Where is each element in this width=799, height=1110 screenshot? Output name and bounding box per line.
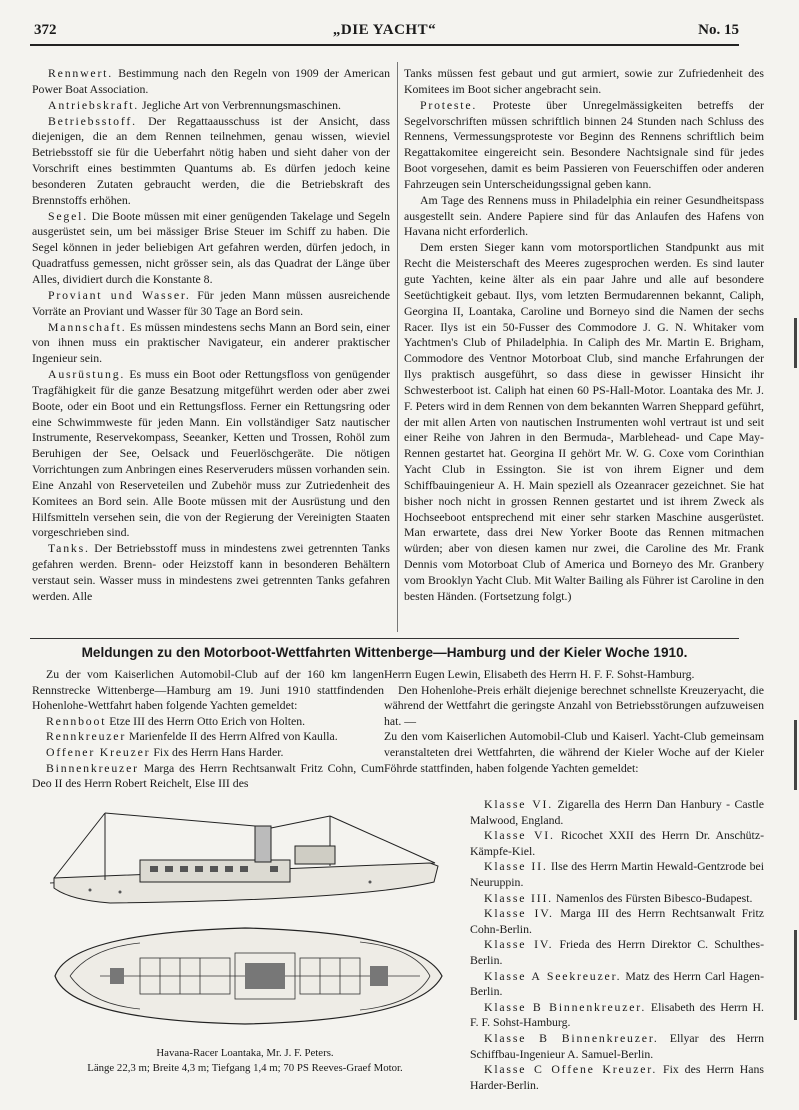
paragraph-text: Es muss ein Boot oder Rettungsfloss von genügender Tragfähigkeit für die ganze Besatzung mitgeführt werden oder aber zwei Boote, oder ein Boot und ein Rettungsfloss. Ferner ein Rettungsring oder eine Schwimmweste für jeden Mann. Ein vollständiger Satz nautischer Instrumente, Reservekompass, Seeanker, Ketten und Trossen, Rohöl zum Beruhigen der See, Oelsack und Feuerlöschgeräte. Die nötigen Vorrichtungen zum Anbringen eines Reserveruders müssen vorhanden sein. Eine Anzahl von Reserveteilen und Zubehör muss zur Zutriedenheit des Komitees an Bord sein. Alle Boote müssen mit der Ausrüstung und den Hilfsmitteln versehen sein, die von der Regierung der Vereinigten Staaten vorgeschrieben sind. xyxy=(32,367,390,540)
paragraph xyxy=(404,193,764,241)
paragraph xyxy=(32,541,390,604)
scan-edge-mark xyxy=(794,930,797,1020)
paragraph-text: Dem ersten Sieger kann vom motorsportlichen Standpunkt aus mit Recht die Meisterschaft des Meeres zugesprochen werden. Es sind lauter gute Yachten, keine älter als ein paar Jahre und alle auf besondere Seetüchtigkeit gebaut. Ilys, vom letzten Bermudarennen bekannt, Caliph, Georgina II, Loantaka, Caroline und Borneyo sind die Namen der sechs Racer. Ilys ist ein 50-Fusser des Commodore J. G. N. Whitaker vom Yachtmen's Club of Philadelphia. In Caliph des Mr. Martin E. Brigham, Commodore des Ventnor Motorboat Club, sind manche Erfahrungen der Ilys praktisch ausgeführt, so dass diese in gewisser Hinsicht ihr Schwesterboot ist. Caliph hat einen 60 PS-Hall-Motor. Loantaka des Mr. J. F. Peters wird in dem Rennen von dem bekannten Warren Sheppard geführt, der mit allen Arten von nautischen Instrumenten wohl vertraut ist und seit einer Reihe von Jahren in den Bermuda-, Marblehead- und Cape May-Rennen gestartet hat. Georgina II gehört Mr. W. G. Coxe vom Corinthian Yacht Club in Essington. Sie ist von ihrem Eigner und dem Schiffbauingenieur A. H. Main speziell als Ozeanracer gezeichnet. Sie hat bisher noch nicht in grossen Rennen gestartet und ist ihrem Zweck als Hochseeboot entsprechend mit einer sehr starken Maschine ausgerüstet. Man erwartete, dass drei New Yorker Boote das Rennen mitmachen würden; aber von diesen kamen nur zwei, die Caroline des Mr. Frank Dennis vom Motorboat Club of America und Borneyo des Mr. Granbery vom Brooklyn Yacht Club. Mit Walter Bailing als Führer ist Caroline in den besten Händen. (Fortsetzung folgt.) xyxy=(404,240,764,603)
paragraph xyxy=(32,114,390,209)
figure-caption xyxy=(30,1046,460,1076)
paragraph-text: Zigarella des Herrn Dan Hanbury - Castle Malwood, England. xyxy=(470,797,764,827)
paragraph-text: Es müssen mindestens sechs Mann an Bord sein, einer von ihnen muss ein praktischer Navigateur, ein anderer praktischer Ingenieur sein. xyxy=(32,319,390,366)
journal-title: „DIE YACHT“ xyxy=(332,22,437,38)
paragraph-label: Klasse IV. xyxy=(484,906,554,921)
paragraph xyxy=(470,859,764,890)
paragraph xyxy=(32,761,384,792)
paragraph-text: Der Regattaausschuss ist der Ansicht, dass diejenigen, die an dem Rennen teilnehmen, genau wissen, wieviel Betriebsstoff sie für die Ueberfahrt nötig haben und sieht daher von der Vorschrift eines bestimmten Quantums ab. Es dürfen jedoch keine besonderen Zutaten gebraucht werden, die die Betriebskraft des Brennstoffs erhöhen. xyxy=(32,113,390,207)
paragraph-label: Klasse VI. xyxy=(484,797,554,811)
paragraph-text: Der Betriebsstoff muss in mindestens zwei getrennten Tanks gefahren werden. Brenn- oder Heizstoff kann in besonderen Behältern verstaut sein. Wasser muss in mindestens zwei getrennten Tanks gefahren werden. Alle xyxy=(32,541,390,603)
paragraph xyxy=(32,98,390,114)
paragraph xyxy=(32,320,390,368)
paragraph xyxy=(384,729,764,776)
paragraph xyxy=(404,240,764,604)
paragraph xyxy=(32,729,384,745)
paragraph-text: Tanks müssen fest gebaut und gut armiert, sowie zur Zufriedenheit des Komitees im Boot sicher angebracht sein. xyxy=(404,66,764,96)
paragraph xyxy=(32,367,390,541)
column-divider xyxy=(397,62,398,632)
paragraph-text: Zu den vom Kaiserlichen Automobil-Club und Kaiserl. Yacht-Club gemeinsam veranstalteten drei Wettfahrten, die während der Kieler Woche auf der Kieler Föhrde stattfinden, haben folgende Yachten gemeldet: xyxy=(384,729,764,775)
paragraph-label: Proviant und Wasser. xyxy=(48,287,191,302)
paragraph-label: Rennkreuzer xyxy=(46,729,127,744)
paragraph-text: Marienfelde II des Herrn Alfred von Kaulla. xyxy=(126,729,338,744)
paragraph xyxy=(470,828,764,859)
paragraph-text: Marga III des Herrn Rechtsanwalt Fritz Cohn-Berlin. xyxy=(470,906,765,936)
paragraph-text: Ellyar des Herrn Schiffbau-Ingenieur A. Samuel-Berlin. xyxy=(470,1030,764,1061)
paragraph xyxy=(470,937,764,968)
paragraph-label: Klasse B Binnenkreuzer. xyxy=(484,999,647,1014)
paragraph-text: Jegliche Art von Verbrennungsmaschinen. xyxy=(139,97,341,112)
paragraph-text: Den Hohenlohe-Preis erhält diejenige berechnet schnellste Kreuzeryacht, die während der Wettfahrt die geringste Anzahl von Betriebsstörungen aufzuweisen hat. — xyxy=(384,682,764,728)
paragraph xyxy=(470,1000,764,1031)
paragraph xyxy=(470,1031,764,1062)
paragraph-label: Offener Kreuzer xyxy=(46,744,151,759)
paragraph-label: Ausrüstung. xyxy=(48,367,126,382)
paragraph xyxy=(470,1062,764,1093)
paragraph-label: Antriebskraft. xyxy=(48,97,140,112)
paragraph-text: Marga des Herrn Rechtsanwalt Fritz Cohn, Cum Deo II des Herrn Robert Reichelt, Else III des xyxy=(32,760,384,791)
paragraph-text: Bestimmung nach den Regeln von 1909 der American Power Boat Association. xyxy=(32,66,390,96)
paragraph-text: Am Tage des Rennens muss in Philadelphia ein reiner Gesundheitspass ausgestellt sein. Andere Papiere sind für das Anlaufen des Hafens von Havana nicht erforderlich. xyxy=(404,192,764,239)
paragraph-label: Klasse III. xyxy=(484,890,553,905)
paragraph-text: Matz des Herrn Carl Hagen-Berlin. xyxy=(470,968,765,999)
paragraph-text: Ilse des Herrn Martin Hewald-Gentzrode bei Neuruppin. xyxy=(470,859,764,889)
caption-line-1: Havana-Racer Loantaka, Mr. J. F. Peters. xyxy=(156,1047,334,1059)
paragraph-text: Herrn Eugen Lewin, Elisabeth des Herrn H. F. F. Sohst-Hamburg. xyxy=(384,667,695,681)
page-number: 372 xyxy=(34,22,57,38)
paragraph-label: Binnenkreuzer xyxy=(46,760,139,775)
yacht-plan-figure xyxy=(30,808,460,1048)
paragraph-text: Zu der vom Kaiserlichen Automobil-Club auf der 160 km langen Rennstrecke Wittenberge—Hamburg am 19. Juni 1910 stattfindenden Hohenlohe-Wettfahrt haben folgende Yachten gemeldet: xyxy=(32,667,384,713)
paragraph-label: Rennwert. xyxy=(48,66,114,80)
paragraph-label: Klasse II. xyxy=(484,859,548,874)
scan-edge-mark xyxy=(794,318,797,368)
paragraph xyxy=(384,683,764,730)
paragraph-text: Fix des Herrn Hans Harder. xyxy=(150,744,284,759)
paragraph-label: Rennboot xyxy=(46,713,107,728)
paragraph-text: Namenlos des Fürsten Bibesco-Budapest. xyxy=(552,890,753,905)
paragraph-label: Klasse C Offene Kreuzer. xyxy=(484,1062,658,1077)
paragraph-text: Frieda des Herrn Direktor C. Schulthes-Berlin. xyxy=(470,937,765,967)
paragraph-label: Klasse B Binnenkreuzer. xyxy=(484,1030,659,1045)
section-title: Meldungen zu den Motorboot-Wettfahrten Wittenberge—Hamburg und der Kieler Woche 1910. xyxy=(81,645,688,660)
paragraph-text: Für jeden Mann müssen ausreichende Vorräte an Proviant und Wasser für 30 Tage an Bord sein. xyxy=(32,287,390,318)
paragraph xyxy=(32,745,384,761)
paragraph-text: Die Boote müssen mit einer genügenden Takelage und Segeln ausgerüstet sein, um bei mässiger Brise Steuer im Schiff zu haben. Die Segel können in jeder beliebigen Art gefahren werden, dürfen jedoch, in Quadratfuss gemessen, nicht grösser sein, als das Quadrat der Länge über Alles, dividiert durch die Konstante 8. xyxy=(32,208,390,286)
lower-right-entries xyxy=(470,797,764,1093)
paragraph xyxy=(32,667,384,714)
paragraph-label: Mannschaft. xyxy=(48,319,127,334)
paragraph-label: Klasse A Seekreuzer. xyxy=(484,968,622,983)
paragraph xyxy=(470,906,764,937)
paragraph-label: Klasse IV. xyxy=(484,937,554,952)
paragraph-text: Elisabeth des Herrn H. F. F. Sohst-Hamburg. xyxy=(470,999,764,1030)
paragraph xyxy=(404,98,764,193)
paragraph xyxy=(404,66,764,98)
scan-edge-mark xyxy=(794,720,797,790)
paragraph xyxy=(32,66,390,98)
lower-left-column xyxy=(32,667,384,792)
issue-number: No. 15 xyxy=(698,22,739,38)
paragraph xyxy=(470,891,764,907)
paragraph xyxy=(32,288,390,320)
paragraph-text: Ricochet XXII des Herrn Dr. Anschütz-Kämpfe-Kiel. xyxy=(470,828,764,858)
paragraph-label: Tanks. xyxy=(48,541,90,556)
paragraph-label: Segel. xyxy=(48,208,88,223)
paragraph xyxy=(32,714,384,730)
paragraph-text: Etze III des Herrn Otto Erich von Holten. xyxy=(106,713,306,728)
right-column xyxy=(404,66,764,605)
paragraph-text: Proteste über Unregelmässigkeiten betreffs der Segelvorschriften müssen schriftlich binnen 24 Stunden nach Schluss des Rennens, Vermessungsproteste vor Beginn des Rennens schriftlich beim Regattakomitee eingereicht sein. Besondere Nachtsignale sind für jedes Boot vorgesehen, damit es beim Passieren von Feuerschiffen oder anderen Fahrzeugen sein Unterscheidungssignal geben kann. xyxy=(404,97,764,191)
caption-line-2: Länge 22,3 m; Breite 4,3 m; Tiefgang 1,4 m; 70 PS Reeves-Graef Motor. xyxy=(87,1062,403,1074)
header-rule xyxy=(30,44,739,46)
paragraph xyxy=(470,969,764,1000)
paragraph-label: Klasse VI. xyxy=(484,828,555,843)
left-column xyxy=(32,66,390,605)
paragraph xyxy=(32,209,390,288)
running-header xyxy=(30,22,739,44)
paragraph-text: Fix des Herrn Hans Harder-Berlin. xyxy=(470,1062,765,1092)
paragraph-label: Proteste. xyxy=(420,97,478,112)
paragraph xyxy=(384,667,764,683)
paragraph xyxy=(470,797,764,828)
lower-right-intro xyxy=(384,667,764,776)
paragraph-label: Betriebsstoff. xyxy=(48,113,137,128)
section-rule xyxy=(30,638,739,639)
